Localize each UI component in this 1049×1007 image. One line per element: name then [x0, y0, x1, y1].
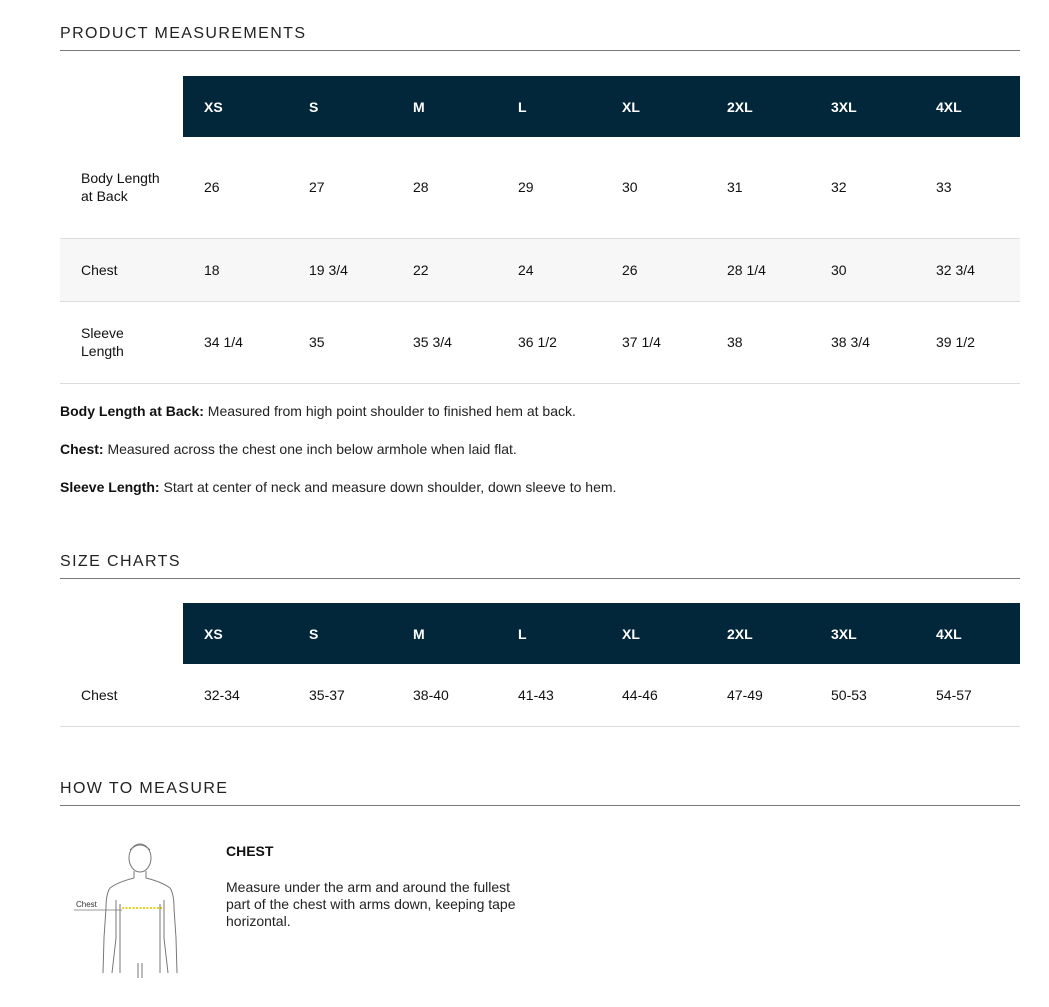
- note-body-length: [60, 402, 1020, 420]
- note-text: Start at center of neck and measure down shoulder, down sleeve to hem.: [159, 479, 617, 495]
- row-label: Body Length at Back: [60, 137, 183, 238]
- product-measurements-table: [60, 76, 1020, 384]
- table-cell: 54-57: [915, 664, 1020, 726]
- note-text: Measured from high point shoulder to finished hem at back.: [203, 403, 576, 419]
- table-cell: 36 1/2: [497, 301, 601, 383]
- table-row: [60, 238, 1020, 301]
- size-header-m: M: [392, 603, 497, 664]
- table-row: [60, 664, 1020, 726]
- size-header-s: S: [288, 76, 392, 137]
- note-chest: [60, 440, 1020, 458]
- table-cell: 35: [288, 301, 392, 383]
- table-cell: 35 3/4: [392, 301, 497, 383]
- table-cell: 30: [601, 137, 706, 238]
- note-term: Sleeve Length:: [60, 479, 160, 495]
- note-term: Body Length at Back:: [60, 403, 204, 419]
- measure-heading: CHEST: [226, 843, 274, 859]
- note-term: Chest:: [60, 441, 104, 457]
- table-cell: 29: [497, 137, 601, 238]
- size-header-s: S: [288, 603, 392, 664]
- size-header-m: M: [392, 76, 497, 137]
- size-header-row: [60, 76, 1020, 137]
- size-header-xs: XS: [183, 603, 288, 664]
- table-cell: 35-37: [288, 664, 392, 726]
- table-cell: 47-49: [706, 664, 810, 726]
- table-cell: 41-43: [497, 664, 601, 726]
- measurement-notes: [60, 402, 1020, 516]
- table-cell: 30: [810, 238, 915, 301]
- table-cell: 38: [706, 301, 810, 383]
- note-sleeve-length: [60, 478, 1020, 496]
- table-cell: 33: [915, 137, 1020, 238]
- corner-cell: [60, 76, 183, 137]
- size-charts-table: [60, 603, 1020, 727]
- table-cell: 24: [497, 238, 601, 301]
- size-header-2xl: 2XL: [706, 76, 810, 137]
- body-outline-icon: [70, 838, 190, 983]
- table-cell: 37 1/4: [601, 301, 706, 383]
- table-cell: 32: [810, 137, 915, 238]
- table-cell: 18: [183, 238, 288, 301]
- size-header-l: L: [497, 76, 601, 137]
- note-text: Measured across the chest one inch below armhole when laid flat.: [103, 441, 517, 457]
- table-cell: 34 1/4: [183, 301, 288, 383]
- measure-instructions: Measure under the arm and around the fullest part of the chest with arms down, keeping tape horizontal.: [226, 879, 516, 929]
- table-cell: 44-46: [601, 664, 706, 726]
- corner-cell: [60, 603, 183, 664]
- size-charts-title: SIZE CHARTS: [60, 553, 1020, 579]
- row-label: Chest: [60, 664, 183, 726]
- product-measurements-title: PRODUCT MEASUREMENTS: [60, 25, 1020, 51]
- table-row: [60, 137, 1020, 238]
- row-label: Sleeve Length: [60, 301, 183, 383]
- how-to-measure-title: HOW TO MEASURE: [60, 780, 1020, 806]
- table-row: [60, 301, 1020, 383]
- table-cell: 50-53: [810, 664, 915, 726]
- row-label: Chest: [60, 238, 183, 301]
- table-cell: 31: [706, 137, 810, 238]
- size-header-xl: XL: [601, 76, 706, 137]
- size-header-l: L: [497, 603, 601, 664]
- table-cell: 22: [392, 238, 497, 301]
- size-header-row: [60, 603, 1020, 664]
- table-cell: 32-34: [183, 664, 288, 726]
- table-cell: 38 3/4: [810, 301, 915, 383]
- table-cell: 26: [601, 238, 706, 301]
- size-header-3xl: 3XL: [810, 76, 915, 137]
- table-cell: 32 3/4: [915, 238, 1020, 301]
- table-cell: 38-40: [392, 664, 497, 726]
- size-header-3xl: 3XL: [810, 603, 915, 664]
- figure-label: Chest: [76, 900, 97, 909]
- table-cell: 19 3/4: [288, 238, 392, 301]
- size-header-xl: XL: [601, 603, 706, 664]
- size-header-4xl: 4XL: [915, 76, 1020, 137]
- size-header-4xl: 4XL: [915, 603, 1020, 664]
- table-cell: 27: [288, 137, 392, 238]
- size-header-2xl: 2XL: [706, 603, 810, 664]
- table-cell: 26: [183, 137, 288, 238]
- table-cell: 39 1/2: [915, 301, 1020, 383]
- size-header-xs: XS: [183, 76, 288, 137]
- table-cell: 28 1/4: [706, 238, 810, 301]
- chest-measure-figure: [70, 838, 190, 983]
- table-cell: 28: [392, 137, 497, 238]
